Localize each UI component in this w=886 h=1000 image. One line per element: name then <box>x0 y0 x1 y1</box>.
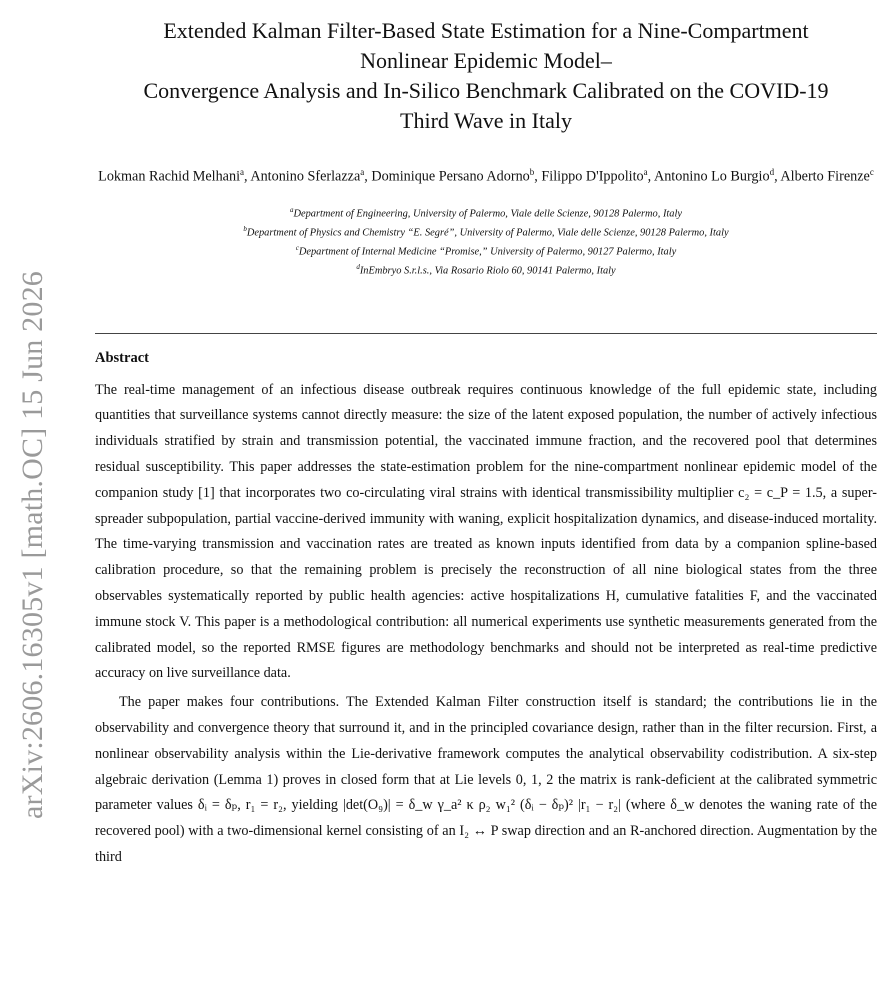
author-name: Antonino Sferlazza <box>250 168 361 185</box>
author-name: Filippo D'Ippolito <box>541 168 644 185</box>
author-list: Lokman Rachid Melhani$^a$, Antonino Sferlazza$^a$, Dominique Persano Adorno$^b$, Filippo D'Ippolito$^a$, Antonino Lo Burgio$^d$, Alberto Firenze$^c$ <box>98 167 874 185</box>
author-affiliation-mark: a <box>643 167 648 177</box>
abstract-paragraph: The paper makes four contributions. The Extended Kalman Filter construction itself is standard; the contributions lie in the observability and convergence theory that surround it, and in the principled covariance design, rather than in the filter recursion. First, a nonlinear observability analysis within the Lie-derivative framework computes the analytical observability codistribution. A six-step algebraic derivation (Lemma 1) proves in closed form that at Lie levels 0, 1, 2 the matrix is rank-deficient at the calibrated symmetric parameter values δᵢ = δₚ, r₁ = r₂, yielding |det(O₉)| = δ_w γ_a² κ ρ₂ w₁² (δᵢ − δₚ)² |r₁ − r₂| (where δ_w denotes the waning rate of the recovered pool) with a two-dimensional kernel consisting of an I₂ ↔ P swap direction and an R-anchored direction. Augmentation by the third <box>95 694 877 865</box>
abstract-heading: Abstract <box>95 349 149 366</box>
author-name: Lokman Rachid Melhani <box>98 168 241 185</box>
arxiv-identifier-text: arXiv:2606.16305v1 [math.OC] 15 Jun 2026 <box>16 271 49 819</box>
paper-page <box>95 0 877 871</box>
author-affiliation-mark: c <box>869 167 874 177</box>
affiliation-text: Department of Internal Medicine “Promise,” University of Palermo, 90127 Palermo, Italy <box>298 246 677 258</box>
title-line: Nonlinear Epidemic Model– <box>360 48 612 73</box>
affiliation-mark: d <box>356 262 360 271</box>
author-affiliation-mark: a <box>360 167 365 177</box>
affiliation-text: Department of Engineering, University of Palermo, Viale delle Scienze, 90128 Palermo, Italy <box>293 208 682 220</box>
title-line: Convergence Analysis and In-Silico Benchmark Calibrated on the COVID-19 <box>143 78 829 103</box>
author-affiliation-mark: d <box>769 167 775 177</box>
affiliation-item <box>95 203 877 222</box>
title-line: Third Wave in Italy <box>400 108 572 133</box>
affiliation-list <box>95 203 877 279</box>
section-divider <box>95 333 877 334</box>
affiliation-mark: b <box>243 224 247 233</box>
author-name: Alberto Firenze <box>780 168 870 185</box>
affiliation-text: Department of Physics and Chemistry “E. Segré”, University of Palermo, Viale delle Scienze, 90128 Palermo, Italy <box>246 227 729 239</box>
author-name: Dominique Persano Adorno <box>371 168 530 185</box>
author-name: Antonino Lo Burgio <box>653 168 770 185</box>
author-affiliation-mark: b <box>529 167 535 177</box>
abstract-paragraph: The real-time management of an infectious disease outbreak requires continuous knowledge of the full epidemic state, including quantities that surveillance systems cannot directly measure: the size of the latent exposed population, the number of actively infectious individuals stratified by strain and transmission potential, the vaccinated immune fraction, and the recovered pool that determines residual susceptibility. This paper addresses the state-estimation problem for the nine-compartment nonlinear epidemic model of the companion study [1] that incorporates two co-circulating viral strains with identical transmissibility multiplier c₂ = c_P = 1.5, a super-spreader subpopulation, partial vaccine-derived immunity with waning, explicit hospitalization dynamics, and disease-induced mortality. The time-varying transmission and vaccination rates are treated as known inputs identified from data by a companion spline-based calibration procedure, so that the remaining problem is precisely the reconstruction of all nine biological states from the three observables systematically reported by public health agencies: active hospitalizations H, cumulative fatalities F, and the vaccinated immune stock V. This paper is a methodological contribution: all numerical experiments use synthetic measurements generated from the calibrated model, so the reported RMSE figures are methodology benchmarks and should not be interpreted as real-time predictive accuracy on live surveillance data. <box>95 381 877 682</box>
affiliation-item <box>95 260 877 279</box>
affiliation-text: InEmbryo S.r.l.s., Via Rosario Riolo 60, 90141 Palermo, Italy <box>359 265 616 277</box>
paper-title <box>95 0 877 136</box>
arxiv-side-identifier <box>16 240 50 850</box>
title-line: Extended Kalman Filter-Based State Estimation for a Nine-Compartment <box>163 18 809 43</box>
affiliation-item <box>95 222 877 241</box>
affiliation-mark: a <box>289 205 294 214</box>
affiliation-mark: c <box>295 243 299 252</box>
affiliation-item <box>95 241 877 260</box>
author-affiliation-mark: a <box>240 167 245 177</box>
